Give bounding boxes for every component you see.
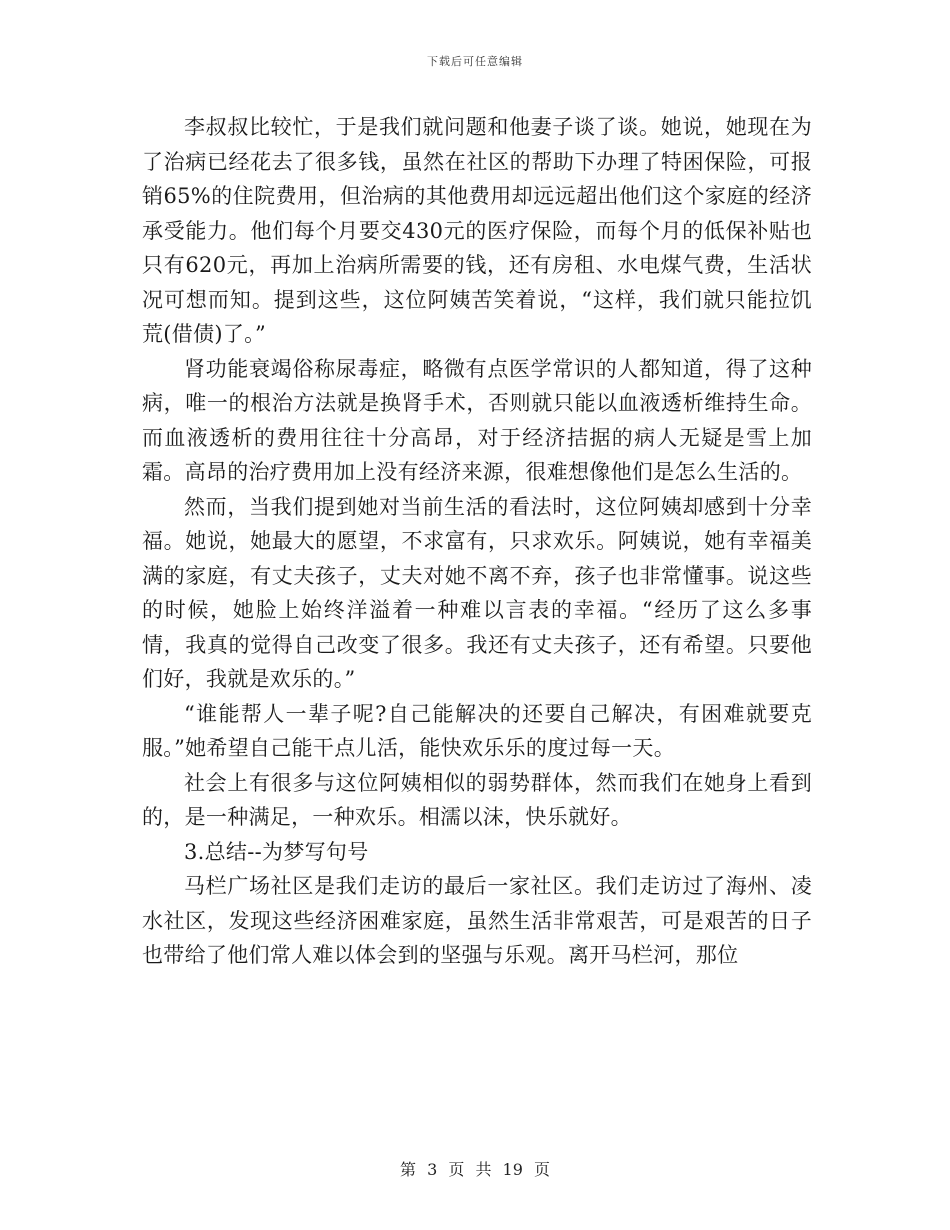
document-body	[142, 110, 812, 973]
section-heading: 3.总结--为梦写句号	[184, 839, 369, 864]
paragraph: 肾功能衰竭俗称尿毒症，略微有点医学常识的人都知道，得了这种病，唯一的根治方法就是换肾手术，否则就只能以血液透析维持生命。而血液透析的费用往往十分高昂，对于经济拮据的病人无疑是雪上加霜。高昂的治疗费用加上没有经济来源，很难想像他们是怎么生活的。	[142, 356, 812, 484]
paragraph: 李叔叔比较忙，于是我们就问题和他妻子谈了谈。她说，她现在为了治病已经花去了很多钱，虽然在社区的帮助下办理了特困保险，可报销65%的住院费用，但治病的其他费用却远远超出他们这个家庭的经济承受能力。他们每个月要交430元的医疗保险，而每个月的低保补贴也只有620元，再加上治病所需要的钱，还有房租、水电煤气费，生活状况可想而知。提到这些，这位阿姨苦笑着说，“这样，我们就只能拉饥荒(借债)了。”	[142, 115, 812, 346]
page-header: 下载后可任意编辑	[427, 55, 523, 68]
paragraph: 然而，当我们提到她对当前生活的看法时，这位阿姨却感到十分幸福。她说，她最大的愿望，不求富有，只求欢乐。阿姨说，她有幸福美满的家庭，有丈夫孩子，丈夫对她不离不弃，孩子也非常懂事。说这些的时候，她脸上始终洋溢着一种难以言表的幸福。“经历了这么多事情，我真的觉得自己改变了很多。我还有丈夫孩子，还有希望。只要他们好，我就是欢乐的。”	[142, 494, 812, 691]
paragraph: “谁能帮人一辈子呢?自己能解决的还要自己解决，有困难就要克服。”她希望自己能干点儿活，能快欢乐乐的度过每一天。	[142, 701, 812, 760]
paragraph: 马栏广场社区是我们走访的最后一家社区。我们走访过了海州、凌水社区，发现这些经济困难家庭，虽然生活非常艰苦，可是艰苦的日子也带给了他们常人难以体会到的坚强与乐观。离开马栏河，那位	[142, 874, 812, 967]
paragraph: 社会上有很多与这位阿姨相似的弱势群体，然而我们在她身上看到的，是一种满足，一种欢乐。相濡以沫，快乐就好。	[142, 770, 812, 829]
page-footer: 第 3 页 共 19 页	[400, 1160, 550, 1179]
